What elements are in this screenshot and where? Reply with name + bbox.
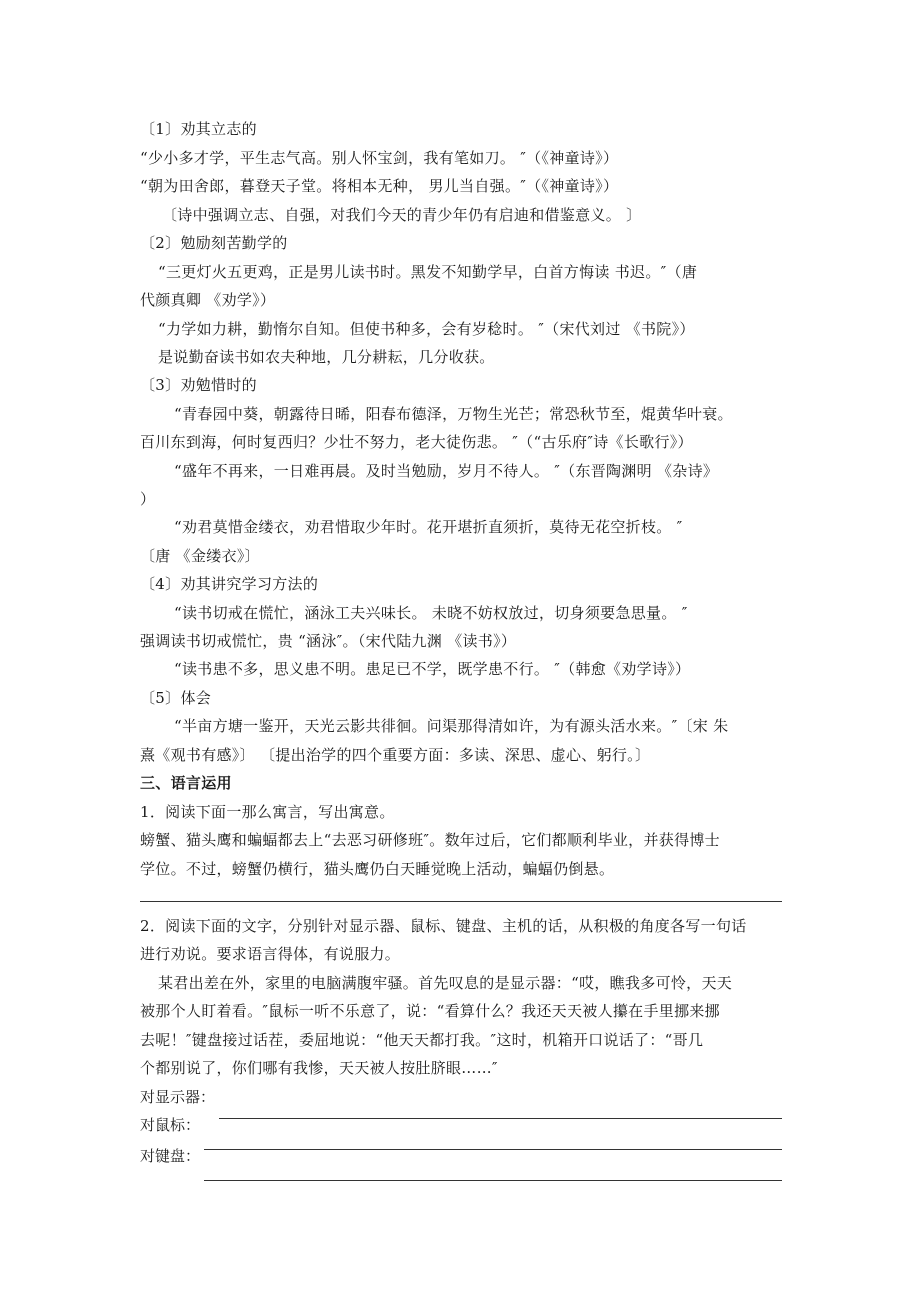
poem-source: 〔唐 《金缕衣》〕 [140, 547, 260, 565]
passage-text: 个都别说了，你们哪有我惨，天天被人按肚脐眼……″ [140, 1059, 498, 1077]
question-2-requirement: 进行劝说。要求语言得体，有说服力。 [140, 945, 401, 963]
section-heading-4: 〔4〕劝其讲究学习方法的 [140, 575, 319, 593]
poem-source: 熹《观书有感》〕 〔提出治学的四个重要方面：多读、深思、虚心、躬行。〕 [140, 746, 651, 764]
poem-line: “青春园中葵，朝露待日晞，阳春布德泽，万物生光芒；常恐秋节至，焜黄华叶衰。 [174, 405, 733, 423]
answer-label-mouse: 对鼠标： [140, 1116, 201, 1134]
part-title-language-use: 三、语言运用 [140, 774, 232, 792]
section-heading-1: 〔1〕劝其立志的 [140, 120, 257, 138]
section-heading-3: 〔3〕劝勉惜时的 [140, 376, 257, 394]
poem-source: 代颜真卿 《劝学》） [140, 291, 276, 309]
poem-line: “读书切戒在慌忙，涵泳工夫兴味长。 未晓不妨权放过，切身须要急思量。 ″ [174, 604, 688, 622]
poem-line: “盛年不再来，一日难再晨。及时当勉励，岁月不待人。 ″（东晋陶渊明 《杂诗》 [174, 462, 719, 480]
commentary-line: 〔诗中强调立志、自强，对我们今天的青少年仍有启迪和借鉴意义。 〕 [162, 206, 642, 224]
commentary-line: 强调读书切戒慌忙，贵 “涵泳″。（宋代陆九渊 《读书》） [140, 632, 517, 650]
section-heading-2: 〔2〕勉励刻苦勤学的 [140, 234, 288, 252]
fable-text: 螃蟹、猫头鹰和蝙蝠都去上“去恶习研修班″。数年过后，它们都顺利毕业，并获得博士 [140, 831, 720, 849]
poem-line: “三更灯火五更鸡，正是男儿读书时。黑发不知勤学早，白首方悔读 书迟。″（唐 [158, 263, 698, 281]
question-2: 2．阅读下面的文字，分别针对显示器、鼠标、键盘、主机的话，从积极的角度各写一句话 [140, 917, 747, 935]
answer-label-keyboard: 对键盘： [140, 1147, 201, 1165]
poem-line: “朝为田舍郎，暮登天子堂。将相本无种， 男儿当自强。″（《神童诗》） [140, 177, 619, 195]
fable-text: 学位。不过，螃蟹仍横行，猫头鹰仍白天睡觉晚上活动，蝙蝠仍倒悬。 [140, 860, 615, 878]
passage-text: 被那个人盯着看。″鼠标一听不乐意了，说：“看算什么？我还天天被人攥在手里挪来挪 [140, 1002, 720, 1020]
passage-text: 去呢！″键盘接过话茬，委屈地说：“他天天都打我。″这时，机箱开口说话了：“哥几 [140, 1031, 704, 1049]
commentary-line: 是说勤奋读书如农夫种地，几分耕耘，几分收获。 [158, 348, 495, 366]
poem-line: ） [140, 490, 156, 508]
poem-line: “半亩方塘一鉴开，天光云影共徘徊。问渠那得清如许，为有源头活水来。″〔宋 朱 [174, 717, 729, 735]
answer-line-keyboard[interactable] [204, 1180, 782, 1181]
answer-label-monitor: 对显示器： [140, 1088, 216, 1106]
answer-line-question-1 [140, 901, 782, 902]
answer-line-mouse[interactable] [204, 1149, 782, 1150]
poem-line: “读书患不多，思义患不明。患足已不学，既学患不行。 ″（韩愈《劝学诗》） [174, 660, 691, 678]
answer-line-monitor[interactable] [219, 1118, 782, 1119]
poem-line: “劝君莫惜金缕衣，劝君惜取少年时。花开堪折直须折，莫待无花空折枝。 ″ [174, 518, 683, 536]
poem-line: “少小多才学，平生志气高。别人怀宝剑，我有笔如刀。 ″（《神童诗》） [140, 149, 619, 167]
question-1: 1．阅读下面一那么寓言，写出寓意。 [140, 803, 395, 821]
poem-line: 百川东到海，何时复西归？少壮不努力，老大徒伤悲。 ″（“古乐府″诗《长歌行》） [140, 433, 693, 451]
passage-text: 某君出差在外，家里的电脑满腹牢骚。首先叹息的是显示器：“哎，瞧我多可怜，天天 [158, 974, 733, 992]
section-heading-5: 〔5〕体会 [140, 689, 212, 707]
poem-line: “力学如力耕，勤惰尔自知。但使书种多，会有岁稔时。 ″（宋代刘过 《书院》） [158, 320, 695, 338]
